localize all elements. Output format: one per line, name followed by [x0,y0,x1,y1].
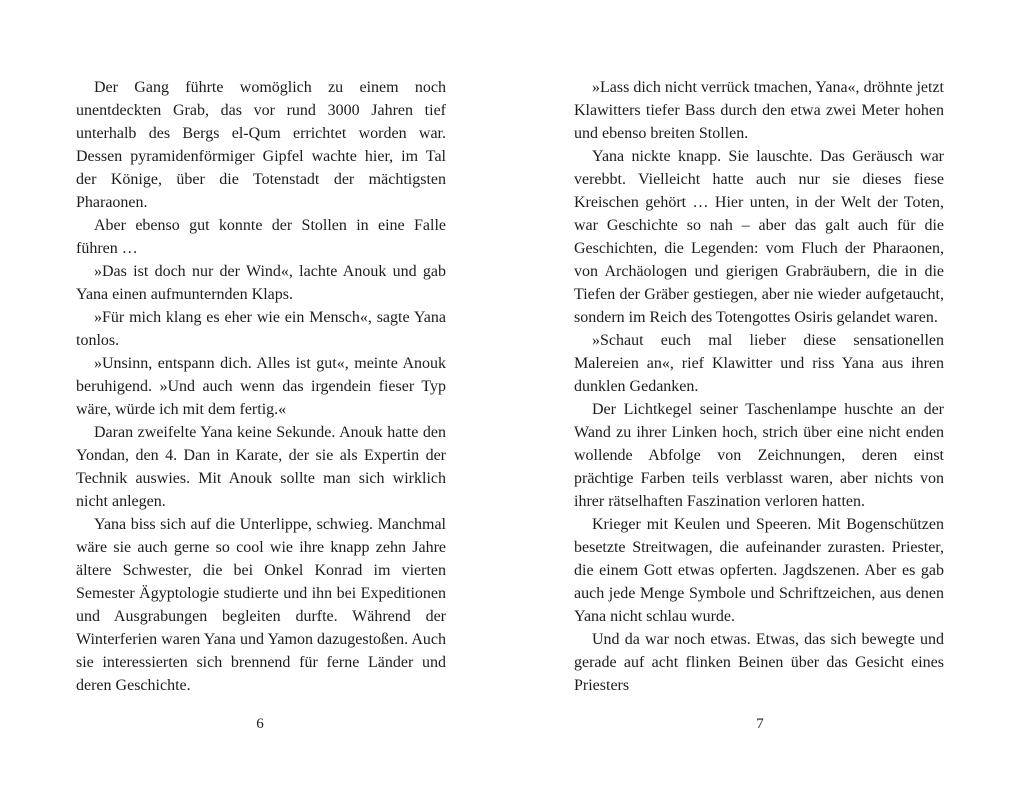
left-page-number: 6 [256,716,264,732]
right-paragraph-6: Und da war noch etwas. Etwas, das sich bewegte und gerade auf acht flinken Beinen über das Gesicht eines Priesters [574,631,944,694]
left-paragraph-5: »Unsinn, entspann dich. Alles ist gut«, meinte Anouk beruhigend. »Und auch wenn das irgendein fieser Typ wäre, würde ich mit dem fertig.« [76,355,446,418]
right-paragraph-4: Der Lichtkegel seiner Taschenlampe huschte an der Wand zu ihrer Linken hoch, strich über eine nicht enden wollende Abfolge von Zeichnungen, deren einst prächtige Farben teils verblasst waren, aber nichts von ihrer rätselhaften Faszination verloren hatten. [574,401,944,510]
right-page-number: 7 [756,716,764,732]
left-paragraph-3: »Das ist doch nur der Wind«, lachte Anouk und gab Yana einen aufmunternden Klaps. [76,263,446,303]
left-paragraph-7: Yana biss sich auf die Unterlippe, schwieg. Manchmal wäre sie auch gerne so cool wie ihre knapp zehn Jahre ältere Schwester, die bei Onkel Konrad im vierten Semester Ägyptologie studierte und ihn bei Expeditionen und Ausgrabungen begleiten durfte. Während der Winterferien waren Yana und Yamon dazugestoßen. Auch sie interessierten sich brennend für ferne Länder und deren Geschichte. [76,516,446,694]
left-paragraph-1: Der Gang führte womöglich zu einem noch unentdeckten Grab, das vor rund 3000 Jahren tief unterhalb des Bergs el-Qum errichtet worden war. Dessen pyramidenförmiger Gipfel wachte hier, im Tal der Könige, über die Totenstadt der mächtigsten Pharaonen. [76,79,446,211]
right-paragraph-1: »Lass dich nicht verrück tmachen, Yana«, dröhnte jetzt Klawitters tiefer Bass durch den etwa zwei Meter hohen und ebenso breiten Stollen. [574,79,944,142]
left-page [76,76,446,697]
left-paragraph-2: Aber ebenso gut konnte der Stollen in eine Falle führen … [76,217,446,257]
left-paragraph-4: »Für mich klang es eher wie ein Mensch«, sagte Yana tonlos. [76,309,446,349]
right-paragraph-3: »Schaut euch mal lieber diese sensationellen Malereien an«, rief Klawitter und riss Yana aus ihren dunklen Gedanken. [574,332,944,395]
right-page [574,76,944,697]
right-paragraph-5: Krieger mit Keulen und Speeren. Mit Bogenschützen besetzte Streitwagen, die aufeinander zurasten. Priester, die einem Gott etwas opferten. Jagdszenen. Aber es gab auch jede Menge Symbole und Schriftzeichen, aus denen Yana nicht schlau wurde. [574,516,944,625]
left-paragraph-6: Daran zweifelte Yana keine Sekunde. Anouk hatte den Yondan, den 4. Dan in Karate, der sie als Expertin der Technik auswies. Mit Anouk sollte man sich wirklich nicht anlegen. [76,424,446,510]
right-paragraph-2: Yana nickte knapp. Sie lauschte. Das Geräusch war verebbt. Vielleicht hatte auch nur sie dieses fiese Kreischen gehört … Hier unten, in der Welt der Toten, war Geschichte so nah – aber das galt auch für die Geschichten, die Legenden: vom Fluch der Pharaonen, von Archäologen und gierigen Grabräubern, die in die Tiefen der Gräber gestiegen, aber nie wieder aufgetaucht, sondern im Reich des Totengottes Osiris gelandet waren. [574,148,944,326]
